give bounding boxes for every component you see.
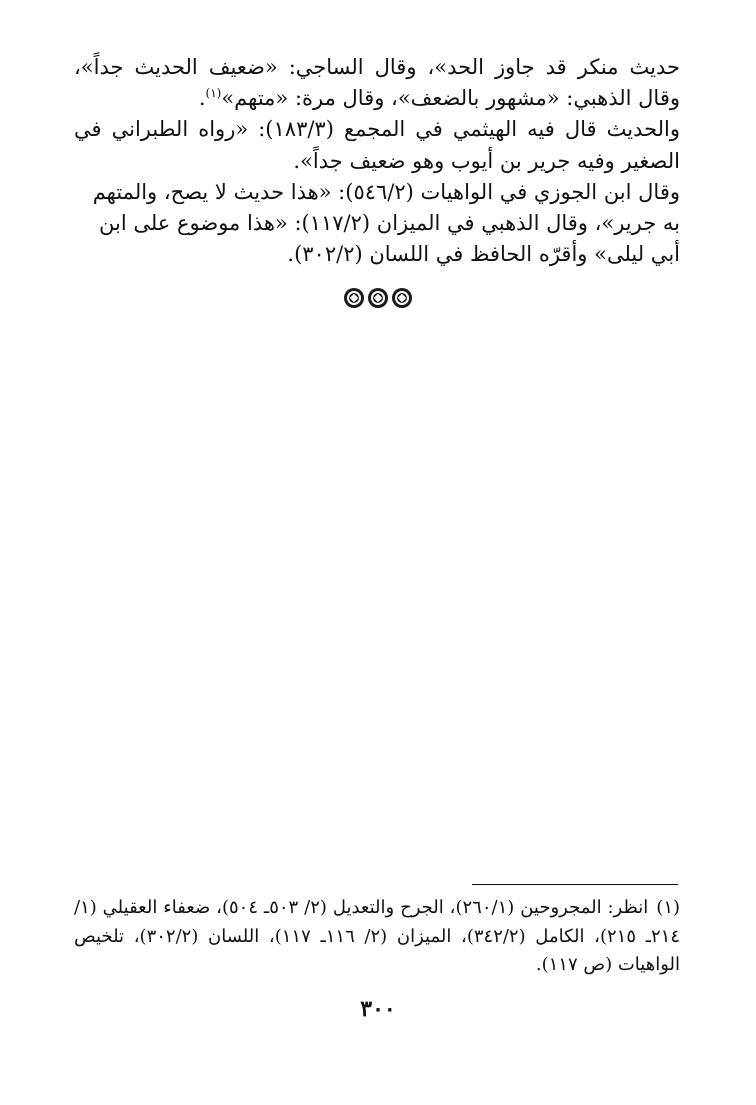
footnote-text: انظر: المجروحين (٢٦٠/١)، الجرح والتعديل (٢/ ٥٠٣ـ ٥٠٤)، ضعفاء العقيلي (١/ ٢١٤ـ ٢١٥)، الكامل (٣٤٢/٢)، الميزان (٢/ ١١٦ـ ١١٧)، اللسان (٣٠٢/٢)، تلخيص الواهيات (ص ١١٧). (74, 897, 680, 975)
footnote-reference[interactable]: (١) (205, 86, 222, 101)
section-divider (0, 288, 756, 308)
paragraph-1-end: . (198, 86, 206, 111)
main-text (74, 52, 680, 270)
paragraph-1-text: حديث منكر قد جاوز الحد»، وقال الساجي: «ضعيف الحديث جداً»، وقال الذهبي: «مشهور بالضعف»، وقال مرة: «متهم» (74, 55, 680, 111)
ornament-icon (368, 288, 388, 308)
page-number: ٣٠٠ (360, 996, 396, 1022)
footnote (74, 894, 680, 980)
ornament-icon (344, 288, 364, 308)
paragraph-1 (74, 52, 680, 114)
footnote-number: (١) (656, 897, 681, 918)
paragraph-3: وقال ابن الجوزي في الواهيات (٥٤٦/٢): «هذا حديث لا يصح، والمتهم به جرير»، وقال الذهبي في الميزان (١١٧/٢): «هذا موضوع على ابن أبي ليلى» وأقرّه الحافظ في اللسان (٣٠٢/٢). (92, 179, 680, 267)
footnote-separator (472, 884, 678, 885)
ornament-icon (392, 288, 412, 308)
paragraph-2: والحديث قال فيه الهيثمي في المجمع (١٨٣/٣): «رواه الطبراني في الصغير وفيه جرير بن أيوب وهو ضعيف جداً». (74, 117, 681, 173)
